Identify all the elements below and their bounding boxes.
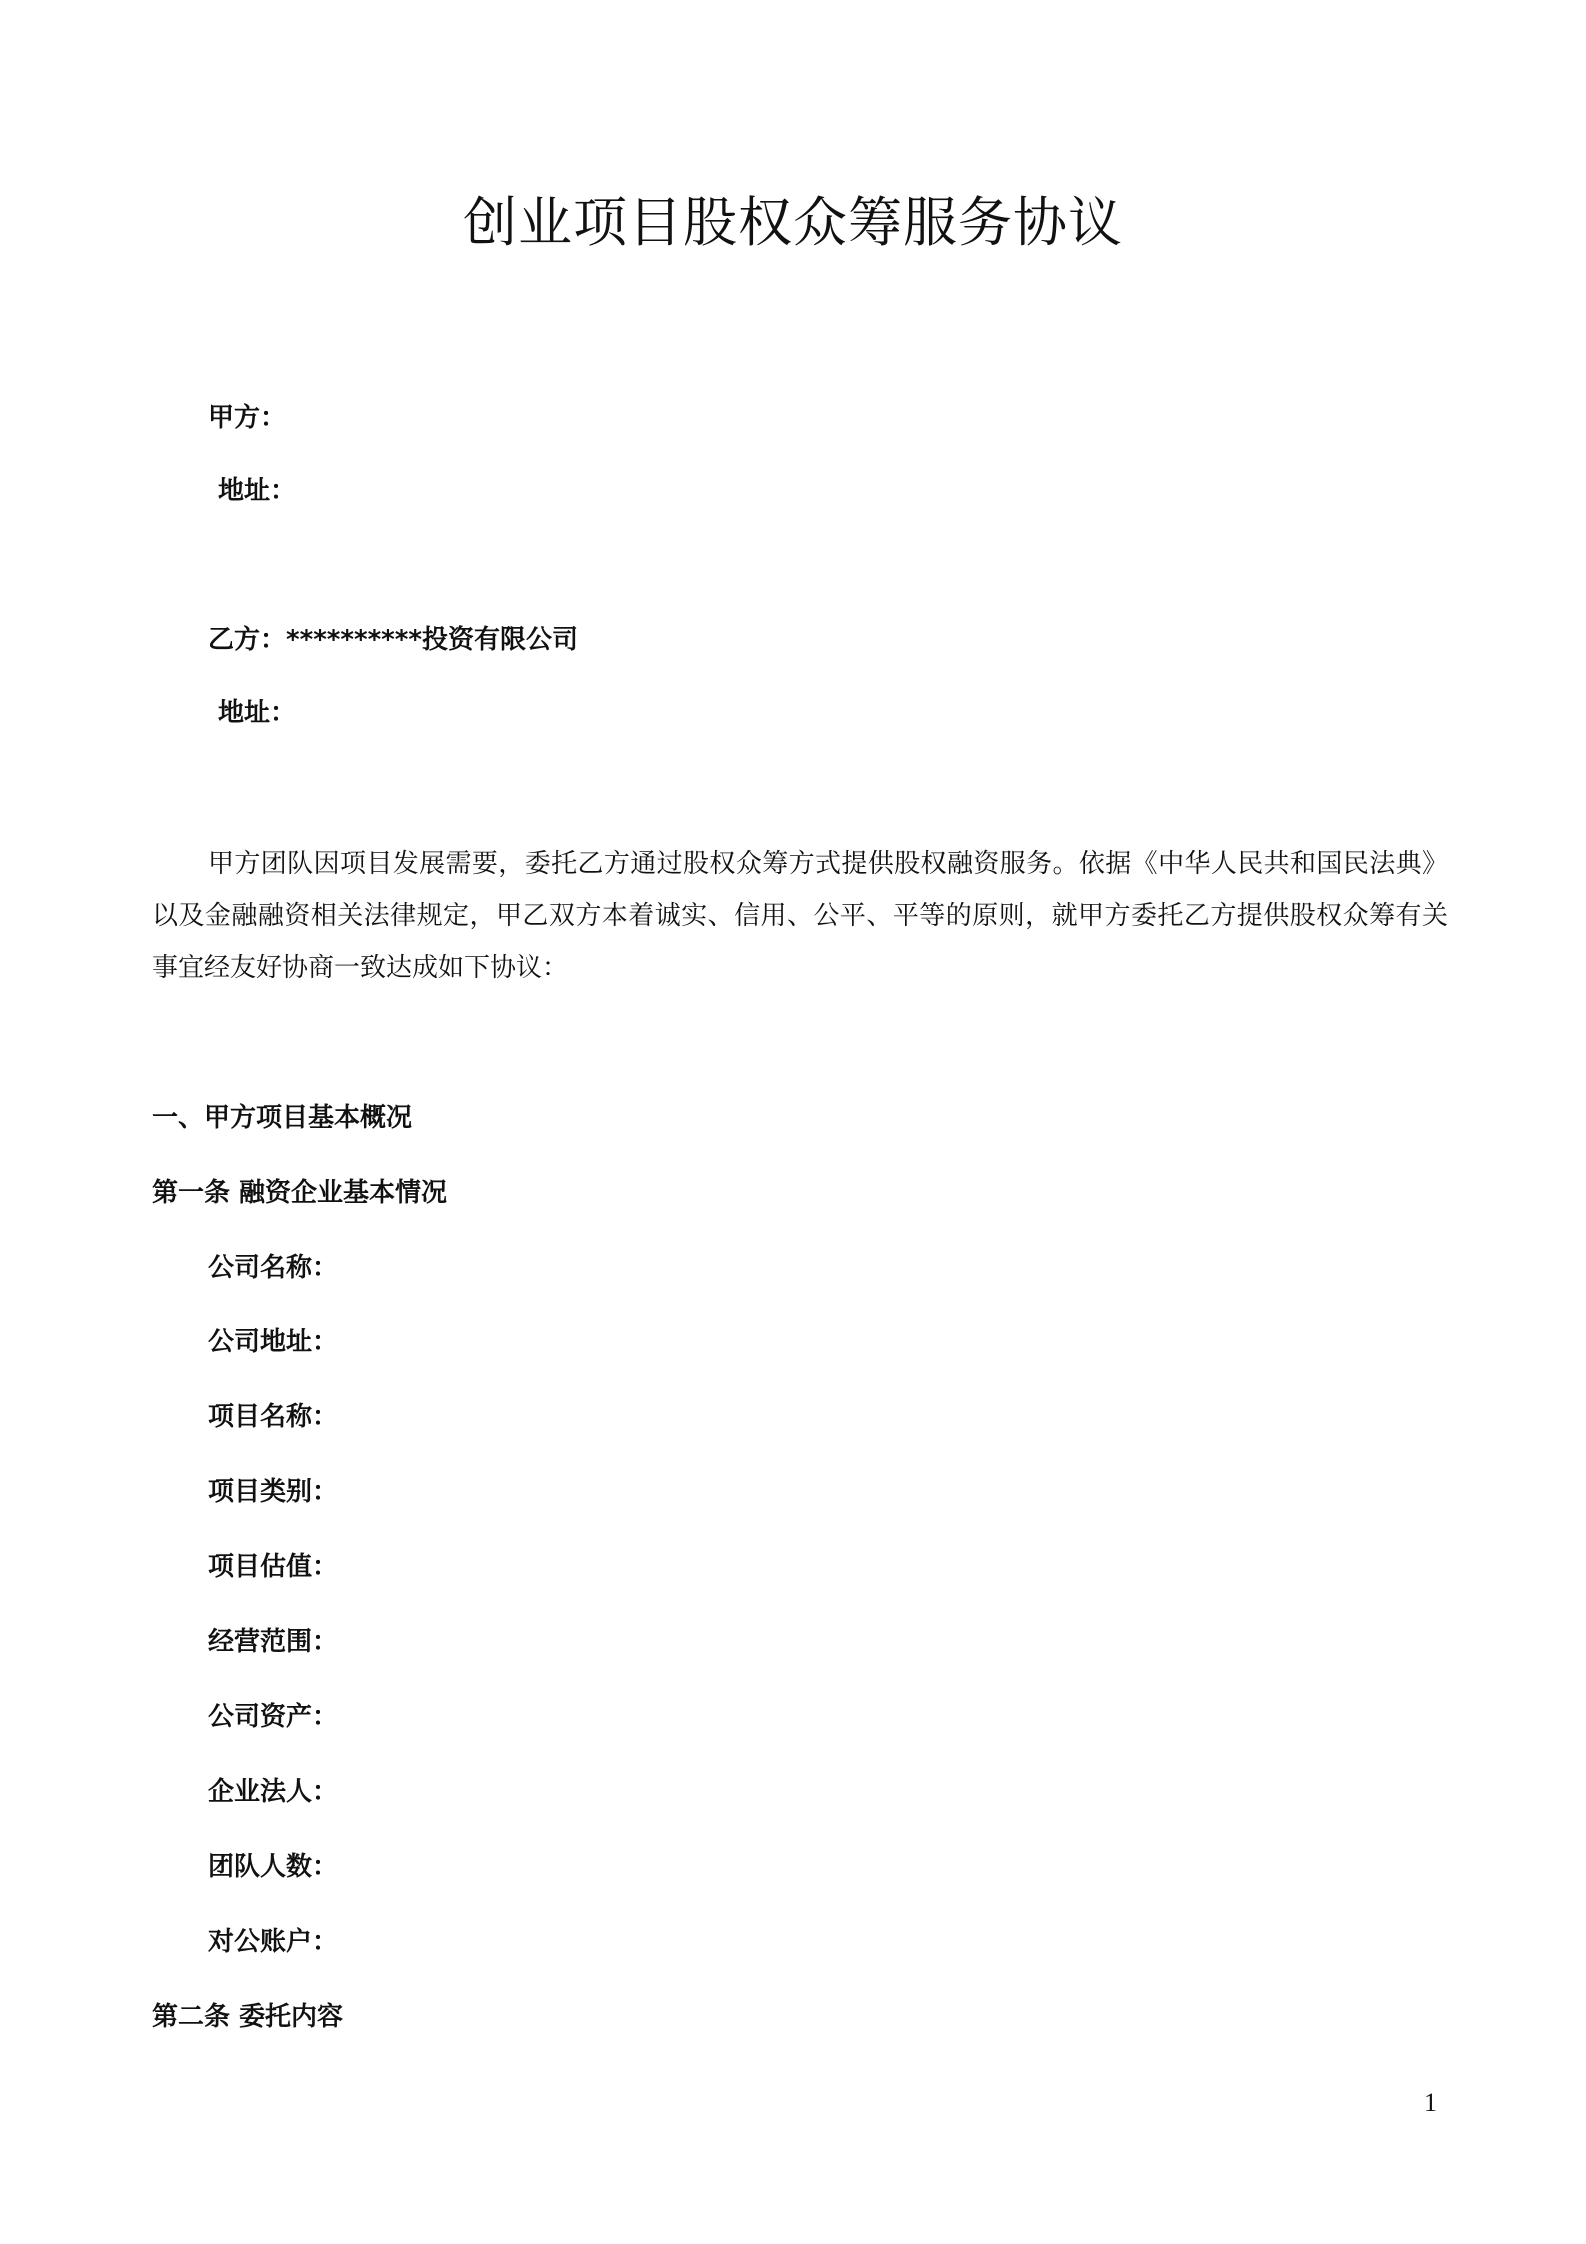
document-title: 创业项目股权众筹服务协议 bbox=[463, 191, 1123, 254]
section-heading: 一、甲方项目基本概况 bbox=[152, 1103, 413, 1133]
article-2-heading: 第二条 委托内容 bbox=[152, 2002, 344, 2032]
party-a-label: 甲方： bbox=[208, 403, 287, 433]
field-business-scope: 经营范围： bbox=[208, 1627, 339, 1657]
field-company-name: 公司名称： bbox=[208, 1253, 339, 1283]
field-legal-representative: 企业法人： bbox=[208, 1777, 339, 1807]
party-a-address-label: 地址： bbox=[218, 476, 297, 506]
article-1-heading: 第一条 融资企业基本情况 bbox=[152, 1178, 448, 1208]
field-project-name: 项目名称： bbox=[208, 1402, 339, 1432]
field-company-assets: 公司资产： bbox=[208, 1702, 339, 1732]
party-b-address-label: 地址： bbox=[218, 698, 297, 728]
preamble-paragraph: 甲方团队因项目发展需要，委托乙方通过股权众筹方式提供股权融资服务。依据《中华人民共和国民法典》以及金融融资相关法律规定，甲乙双方本着诚实、信用、公平、平等的原则，就甲方委托乙方提供股权众筹有关事宜经友好协商一致达成如下协议： bbox=[152, 849, 1448, 983]
field-project-category: 项目类别： bbox=[208, 1477, 339, 1507]
field-corporate-account: 对公账户： bbox=[208, 1927, 339, 1957]
page-number: 1 bbox=[1424, 2088, 1437, 2117]
field-project-valuation: 项目估值： bbox=[208, 1552, 339, 1582]
party-b-label: 乙方：**********投资有限公司 bbox=[208, 625, 578, 655]
field-team-size: 团队人数： bbox=[208, 1852, 339, 1882]
field-company-address: 公司地址： bbox=[208, 1327, 339, 1357]
